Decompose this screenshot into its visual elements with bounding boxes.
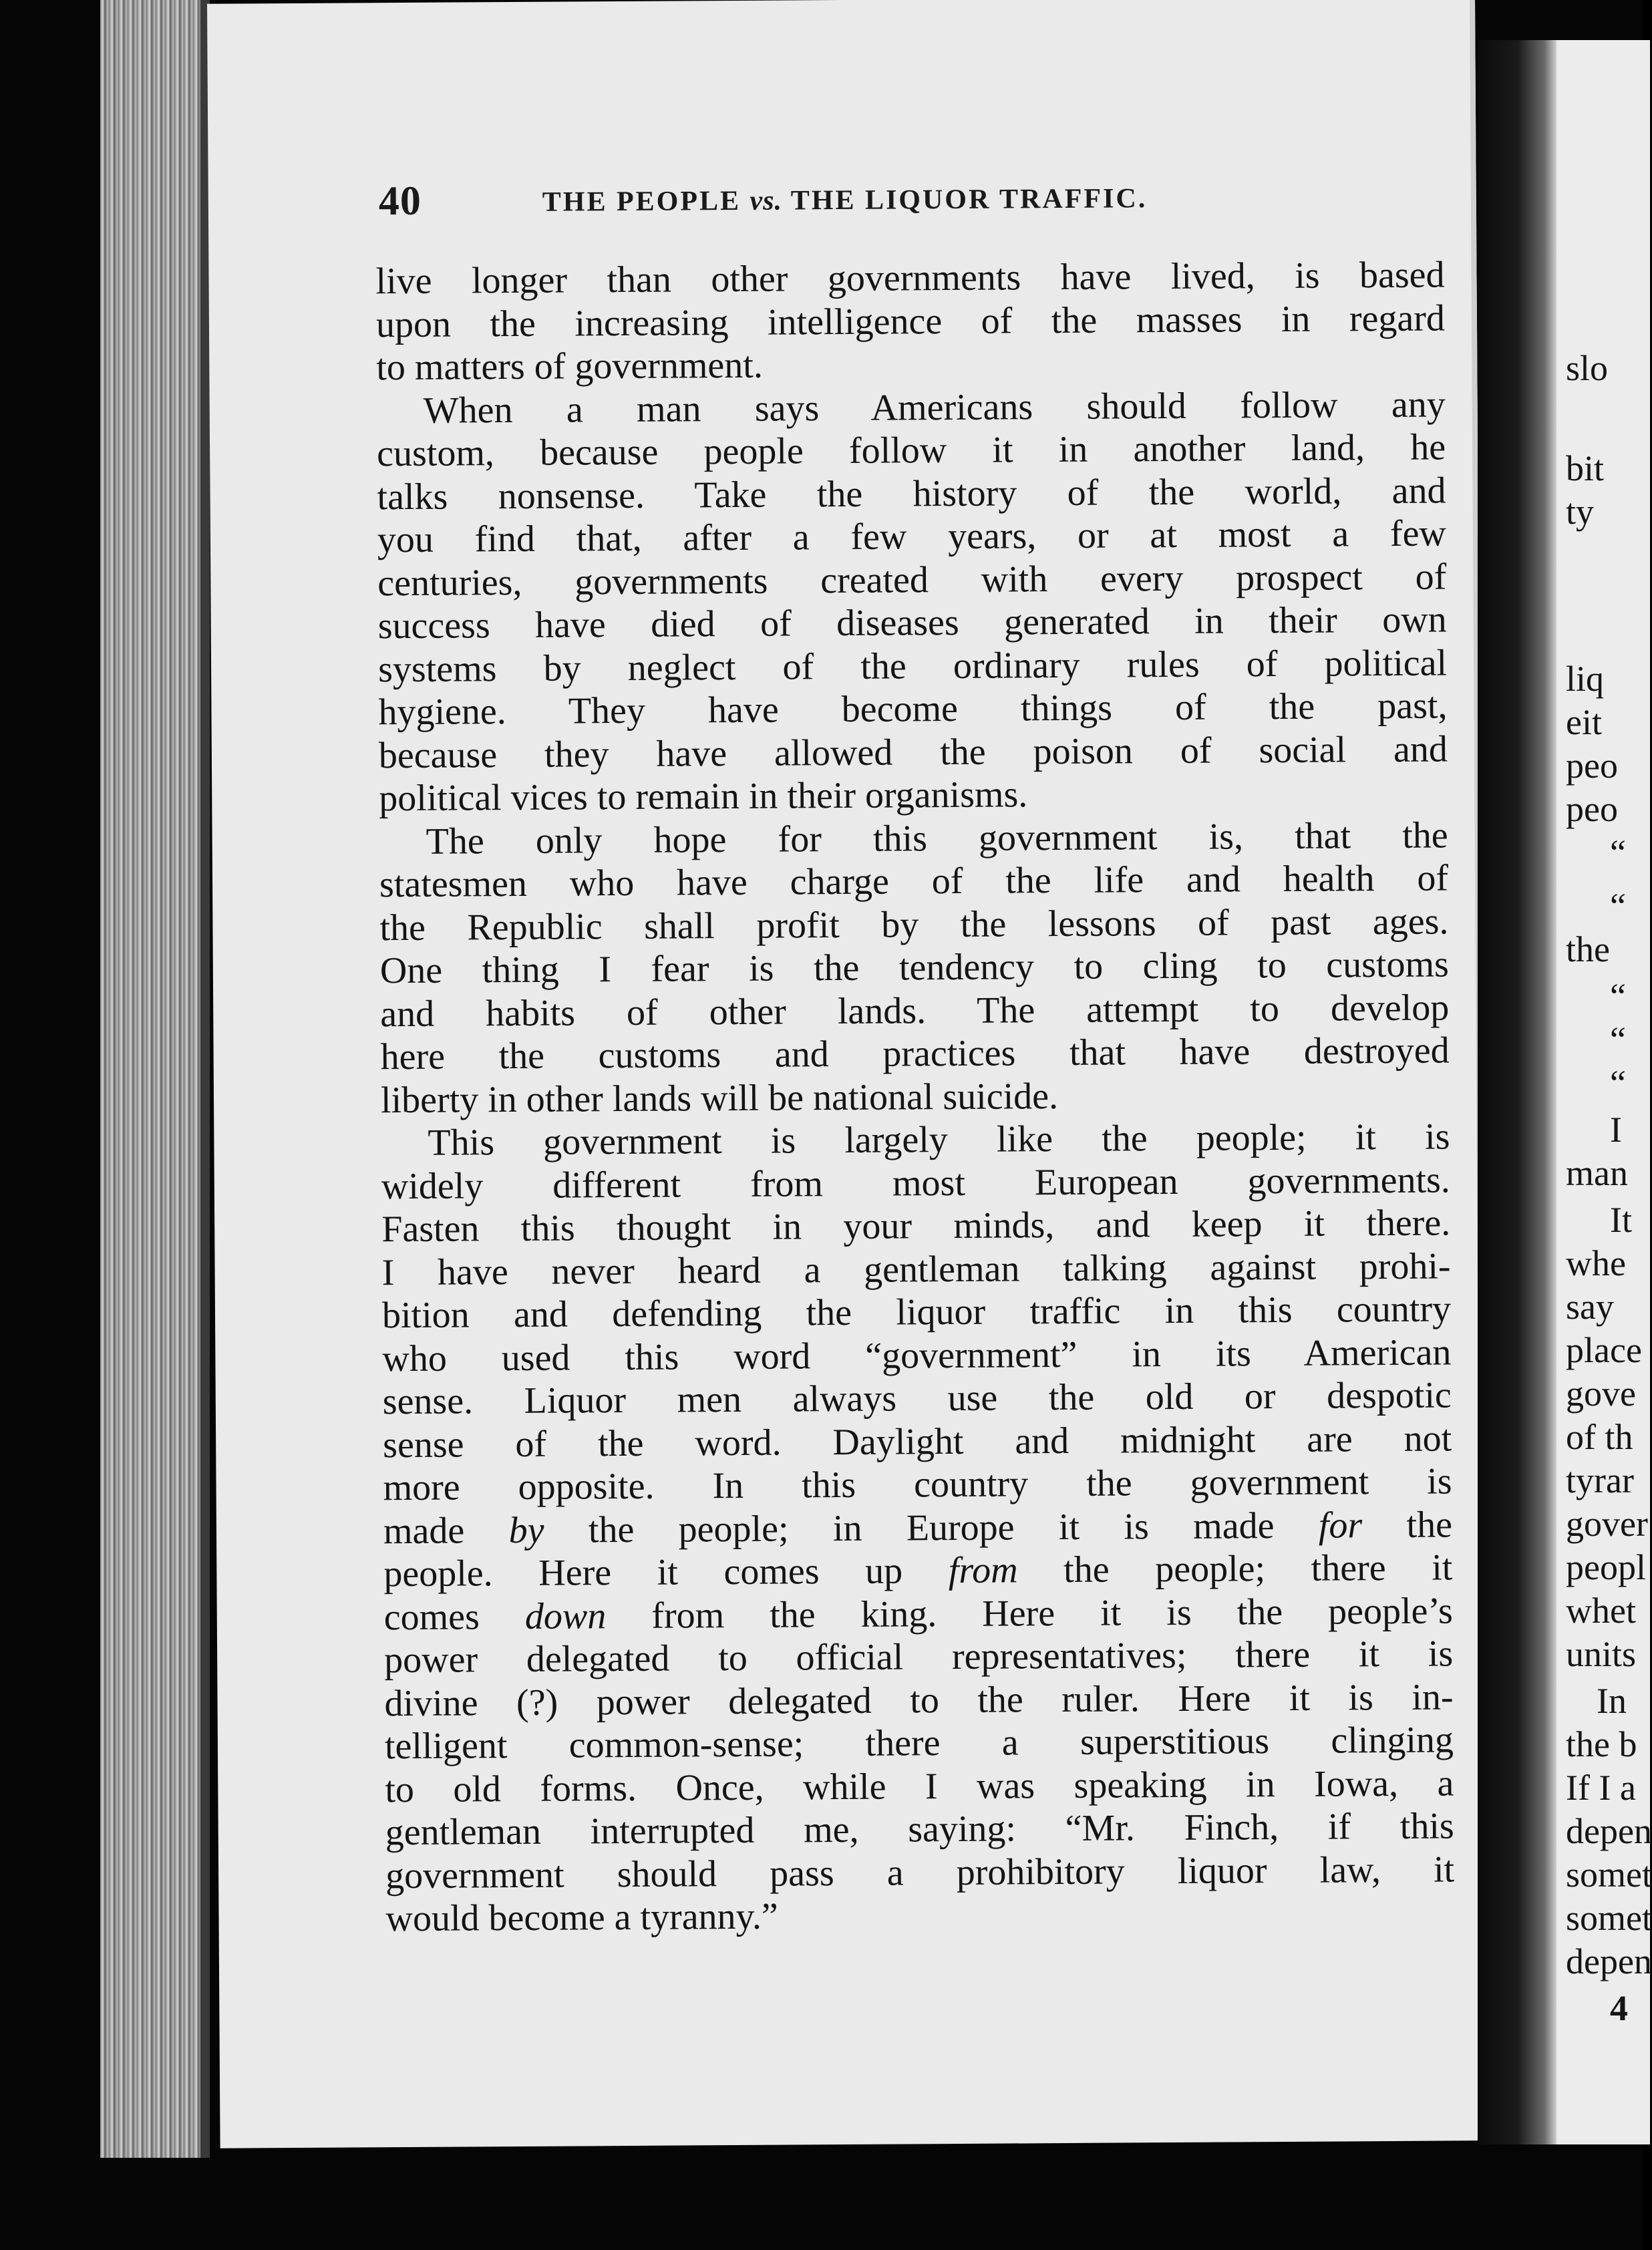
text-line [384,1589,1453,1639]
text-line [383,1503,1452,1553]
text-run: made [383,1509,465,1552]
adjacent-text-fragment: I [1610,1110,1622,1150]
adjacent-text-fragment: ty [1566,492,1595,532]
adjacent-text-fragment: In [1597,1681,1627,1721]
body-text [375,253,1454,1940]
text-line: political vices to remain in their organisms. [379,774,1028,820]
adjacent-text-fragment: “ [1610,1063,1626,1103]
adjacent-text-fragment: somet [1566,1855,1652,1895]
page-edge-shadow [200,0,210,2158]
adjacent-text-fragment: “ [1610,976,1626,1016]
text-line: I have never heard a gentleman talking against prohi- [381,1245,1451,1293]
adjacent-text-fragment: depen [1566,1811,1652,1851]
text-run: people. Here it comes up [383,1550,903,1595]
text-line: hygiene. They have become things of the past, [378,685,1448,734]
adjacent-text-fragment: peo [1566,789,1618,829]
text-run-italic: by [508,1509,544,1551]
text-line: When a man says Americans should follow any [423,383,1446,432]
adjacent-text-fragment: peo [1566,746,1618,786]
adjacent-text-fragment: the b [1566,1724,1637,1764]
page-gutter-shadow [1478,40,1556,2144]
adjacent-text-fragment: “ [1610,886,1626,926]
adjacent-text-fragment: If I a [1566,1768,1636,1808]
book-fore-edge [100,0,200,2158]
text-line: custom, because people follow it in another land, he [376,426,1446,475]
running-head-vs: vs. [750,185,783,216]
running-head-title [542,182,1148,218]
text-line: bition and defending the liquor traffic in this country [381,1288,1452,1337]
adjacent-text-fragment: place [1566,1330,1642,1370]
text-run: the people; in Europe it is made [588,1504,1275,1551]
text-line: government should pass a prohibitory liquor law, it [385,1848,1455,1897]
adjacent-text-fragment: whe [1566,1243,1626,1283]
text-line: liberty in other lands will be national suicide. [380,1075,1059,1121]
text-line: divine (?) power delegated to the ruler. Here it is in- [384,1675,1454,1724]
adjacent-text-fragment: man [1566,1153,1628,1193]
text-line: because they have allowed the poison of social and [378,728,1448,776]
text-run: comes [383,1595,480,1638]
adjacent-text-fragment: 4 [1610,1988,1628,2028]
text-line: This government is largely like the people; it is [428,1116,1450,1164]
book-page [207,0,1488,2148]
text-line: widely different from most European governments. [381,1158,1450,1207]
text-line: sense. Liquor men always use the old or despotic [382,1374,1452,1423]
text-line: would become a tyranny.” [385,1895,778,1940]
text-line: One thing I fear is the tendency to cling to customs [379,943,1450,992]
adjacent-text-fragment: whet [1566,1591,1636,1631]
text-line: statesmen who have charge of the life and health of [379,857,1449,906]
text-line: centuries, governments created with every prospect of [377,555,1447,604]
adjacent-text-fragment: It [1610,1200,1632,1240]
text-run: the people; there it [1063,1547,1453,1591]
adjacent-text-fragment: of th [1566,1417,1633,1457]
adjacent-text-fragment: “ [1610,832,1626,872]
adjacent-text-fragment: “ [1610,1019,1626,1060]
text-line: more opposite. In this country the government is [383,1460,1452,1509]
running-head-main: THE PEOPLE [542,185,741,218]
adjacent-text-fragment: slo [1566,348,1609,388]
text-line [383,1546,1452,1595]
text-line: the Republic shall profit by the lessons of past ages. [379,900,1449,949]
adjacent-page-fragment [1556,40,1650,2144]
text-line: you find that, after a few years, or at most a few [377,512,1447,561]
adjacent-text-fragment: liq [1566,659,1605,699]
adjacent-text-fragment: gove [1566,1374,1636,1414]
text-line: here the customs and practices that have destroyed [380,1029,1450,1078]
text-line: upon the increasing intelligence of the masses in regard [375,297,1446,345]
text-line: talks nonsense. Take the history of the world, and [377,469,1446,518]
adjacent-text-fragment: depen [1566,1941,1652,1981]
page-number: 40 [378,178,422,224]
text-line: power delegated to official representatives; there it is [383,1633,1454,1681]
text-run: from the king. Here it is the people’s [651,1589,1453,1637]
text-line: to old forms. Once, while I was speaking in Iowa, a [385,1762,1454,1810]
text-line: live longer than other governments have lived, is based [375,254,1445,303]
text-line: gentleman interrupted me, saying: “Mr. Finch, if this [385,1805,1454,1854]
adjacent-text-fragment: say [1566,1287,1614,1327]
adjacent-text-fragment: tyrar [1566,1460,1634,1500]
text-line: to matters of government. [376,344,764,389]
adjacent-text-fragment: eit [1566,702,1602,742]
adjacent-text-fragment: somet [1566,1898,1652,1938]
text-line: The only hope for this government is, that the [426,814,1448,862]
running-head [379,172,1434,232]
adjacent-text-fragment: bit [1566,448,1605,488]
text-line: who used this word “government” in its American [382,1331,1452,1380]
adjacent-text-fragment: peopl [1566,1547,1646,1587]
text-line: systems by neglect of the ordinary rules of political [377,641,1448,690]
text-line: Fasten this thought in your minds, and keep it there. [381,1202,1451,1251]
text-line: and habits of other lands. The attempt to develop [380,986,1450,1035]
running-head-rest: THE LIQUOR TRAFFIC. [790,183,1148,216]
text-run-italic: down [524,1595,607,1637]
adjacent-text-fragment: units [1566,1634,1637,1674]
text-run-italic: for [1318,1504,1363,1547]
text-run-italic: from [948,1549,1018,1592]
text-line: sense of the word. Daylight and midnight are not [383,1417,1452,1466]
adjacent-text-fragment: gover [1566,1504,1648,1544]
text-line: telligent common-sense; there a superstitious clinging [384,1719,1454,1768]
text-run: the [1406,1503,1453,1546]
text-line: success have died of diseases generated in their own [377,599,1447,647]
adjacent-text-fragment: the [1566,929,1610,969]
